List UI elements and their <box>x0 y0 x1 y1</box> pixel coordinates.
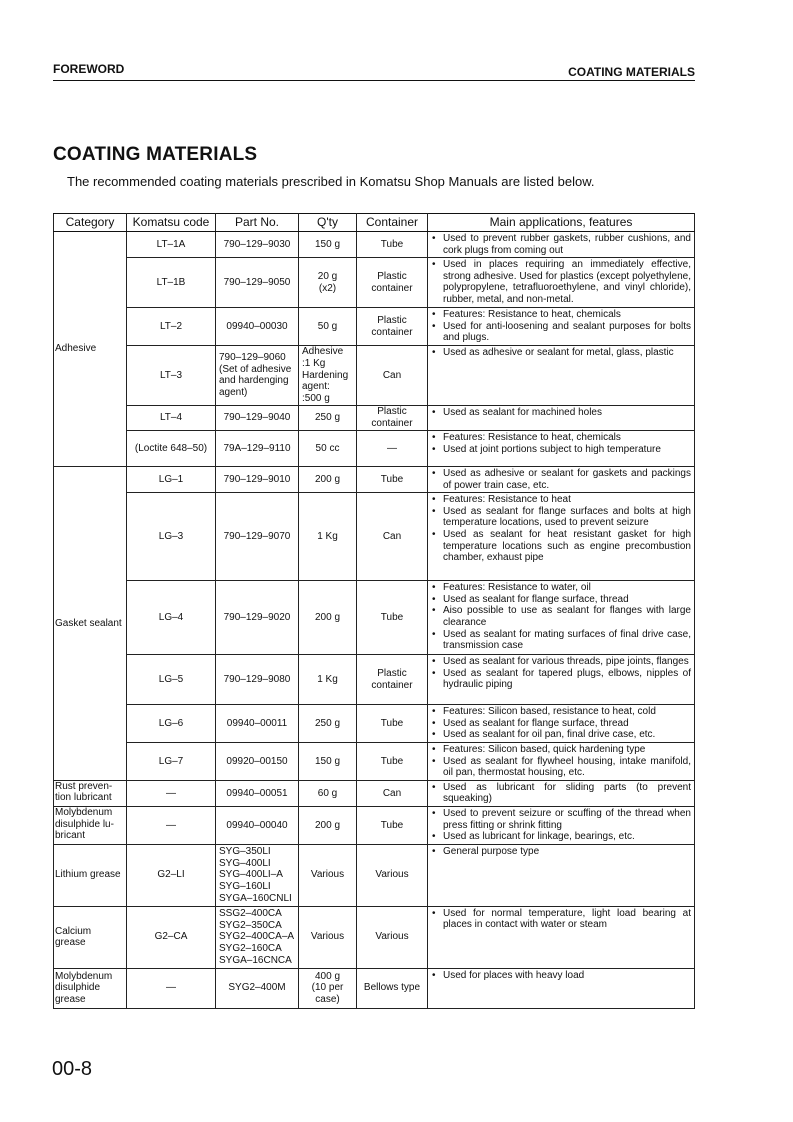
features-list <box>430 808 691 843</box>
part-no-cell: 79A–129–9110 <box>216 430 299 466</box>
container-cell: Tube <box>357 232 428 258</box>
qty-cell: 200 g <box>299 466 357 492</box>
komatsu-code-cell: LG–3 <box>127 493 216 581</box>
table-row <box>54 345 695 405</box>
feature-item: • General purpose type <box>430 846 691 858</box>
coating-materials-table <box>53 213 695 1009</box>
feature-item: • Used for normal temperature, light load bearing at places in contact with water or steam <box>430 908 691 931</box>
header-rule <box>53 80 695 81</box>
features-cell <box>428 232 695 258</box>
column-header-part-no: Part No. <box>216 214 299 232</box>
column-header-qty: Q'ty <box>299 214 357 232</box>
features-cell <box>428 742 695 780</box>
qty-cell: 250 g <box>299 705 357 743</box>
features-cell <box>428 844 695 906</box>
feature-item: • Used as sealant for flywheel housing, intake manifold, oil pan, thermostat housing, etc. <box>430 756 691 779</box>
feature-item: • Used as adhesive or sealant for metal, glass, plastic <box>430 347 691 359</box>
qty-cell: 200 g <box>299 581 357 655</box>
part-no-cell: 790–129–9010 <box>216 466 299 492</box>
container-cell: Tube <box>357 466 428 492</box>
feature-item: • Used for places with heavy load <box>430 970 691 982</box>
intro-text: The recommended coating materials prescribed in Komatsu Shop Manuals are listed below. <box>67 174 595 189</box>
feature-item: • Used as sealant for mating surfaces of final drive case, transmission case <box>430 629 691 652</box>
feature-item: • Features: Resistance to heat, chemicals <box>430 432 691 444</box>
features-cell <box>428 430 695 466</box>
komatsu-code-cell: G2–CA <box>127 906 216 968</box>
container-cell: Plastic container <box>357 655 428 705</box>
qty-cell: 1 Kg <box>299 655 357 705</box>
features-list <box>430 347 691 359</box>
features-list <box>430 706 691 741</box>
qty-cell: Various <box>299 906 357 968</box>
part-no-cell: 790–129–9040 <box>216 405 299 430</box>
table-row <box>54 780 695 806</box>
feature-item: • Used to prevent rubber gaskets, rubber cushions, and cork plugs from coming out <box>430 233 691 256</box>
feature-item: • Features: Resistance to heat <box>430 494 691 506</box>
feature-item: • Aiso possible to use as sealant for flanges with large clearance <box>430 605 691 628</box>
komatsu-code-cell: LG–6 <box>127 705 216 743</box>
komatsu-code-cell: LT–1A <box>127 232 216 258</box>
features-list <box>430 656 691 691</box>
part-no-cell: 09920–00150 <box>216 742 299 780</box>
features-list <box>430 846 691 858</box>
part-no-cell: 09940–00051 <box>216 780 299 806</box>
features-list <box>430 970 691 982</box>
part-no-cell: SSG2–400CA SYG2–350CA SYG2–400CA–A SYG2–160CA SYGA–16CNCA <box>216 906 299 968</box>
komatsu-code-cell: (Loctite 648–50) <box>127 430 216 466</box>
features-cell <box>428 308 695 346</box>
qty-cell: 250 g <box>299 405 357 430</box>
header-section-title: FOREWORD <box>53 62 125 76</box>
feature-item: • Used as sealant for flange surface, thread <box>430 594 691 606</box>
table-row <box>54 742 695 780</box>
qty-cell: 50 cc <box>299 430 357 466</box>
features-list <box>430 432 691 455</box>
feature-item: • Used as sealant for oil pan, final drive case, etc. <box>430 729 691 741</box>
header-chapter-title: COATING MATERIALS <box>568 65 695 79</box>
feature-item: • Features: Resistance to heat, chemicals <box>430 309 691 321</box>
container-cell: Can <box>357 345 428 405</box>
table-header-row <box>54 214 695 232</box>
part-no-cell: 09940–00040 <box>216 806 299 844</box>
qty-cell: Various <box>299 844 357 906</box>
features-cell <box>428 466 695 492</box>
container-cell: Bellows type <box>357 968 428 1008</box>
features-cell <box>428 493 695 581</box>
komatsu-code-cell: — <box>127 780 216 806</box>
features-list <box>430 908 691 931</box>
features-list <box>430 407 691 419</box>
table-row <box>54 906 695 968</box>
table-row <box>54 968 695 1008</box>
feature-item: • Used in places requiring an immediately effective, strong adhesive. Used for plastics (except polyethylene, polypropylene, tetrafluoroethylene, and vinyl chloride), rubber, metal, and non-metal. <box>430 259 691 305</box>
container-cell: Plastic container <box>357 308 428 346</box>
feature-item: • Used as adhesive or sealant for gaskets and packings of power train case, etc. <box>430 468 691 491</box>
komatsu-code-cell: LG–7 <box>127 742 216 780</box>
table-row <box>54 466 695 492</box>
table-row <box>54 232 695 258</box>
container-cell: Can <box>357 493 428 581</box>
part-no-cell: SYG–350LI SYG–400LI SYG–400LI–A SYG–160LI SYGA–160CNLI <box>216 844 299 906</box>
feature-item: • Used as sealant for machined holes <box>430 407 691 419</box>
features-list <box>430 259 691 305</box>
table-row <box>54 308 695 346</box>
features-cell <box>428 345 695 405</box>
qty-cell: 60 g <box>299 780 357 806</box>
table-row <box>54 405 695 430</box>
part-no-cell: 790–129–9080 <box>216 655 299 705</box>
container-cell: Plastic container <box>357 258 428 308</box>
container-cell: Various <box>357 906 428 968</box>
features-cell <box>428 405 695 430</box>
container-cell: Various <box>357 844 428 906</box>
komatsu-code-cell: LT–3 <box>127 345 216 405</box>
feature-item: • Used as sealant for tapered plugs, elbows, nipples of hydraulic piping <box>430 668 691 691</box>
category-cell: Lithium grease <box>54 844 127 906</box>
category-cell: Molybdenum disulphide grease <box>54 968 127 1008</box>
category-cell: Adhesive <box>54 232 127 467</box>
komatsu-code-cell: LT–4 <box>127 405 216 430</box>
container-cell: Tube <box>357 581 428 655</box>
qty-cell: 20 g (x2) <box>299 258 357 308</box>
feature-item: • Used for anti-loosening and sealant purposes for bolts and plugs. <box>430 321 691 344</box>
table-row <box>54 655 695 705</box>
column-header-category: Category <box>54 214 127 232</box>
komatsu-code-cell: — <box>127 806 216 844</box>
page-title: COATING MATERIALS <box>53 144 258 165</box>
feature-item: • Used as sealant for flange surfaces and bolts at high temperature locations, used to prevent seizure <box>430 506 691 529</box>
features-list <box>430 233 691 256</box>
container-cell: Tube <box>357 806 428 844</box>
komatsu-code-cell: LG–5 <box>127 655 216 705</box>
container-cell: Can <box>357 780 428 806</box>
qty-cell: 150 g <box>299 742 357 780</box>
features-cell <box>428 705 695 743</box>
qty-cell: 400 g (10 per case) <box>299 968 357 1008</box>
container-cell: Plastic container <box>357 405 428 430</box>
qty-cell: 150 g <box>299 232 357 258</box>
feature-item: • Used to prevent seizure or scuffing of the thread when press fitting or shrink fitting <box>430 808 691 831</box>
komatsu-code-cell: G2–LI <box>127 844 216 906</box>
features-list <box>430 468 691 491</box>
container-cell: Tube <box>357 742 428 780</box>
feature-item: • Used as lubricant for linkage, bearings, etc. <box>430 831 691 843</box>
part-no-cell: 790–129–9070 <box>216 493 299 581</box>
container-cell: — <box>357 430 428 466</box>
table-row <box>54 493 695 581</box>
feature-item: • Used as sealant for various threads, pipe joints, flanges <box>430 656 691 668</box>
table-row <box>54 705 695 743</box>
feature-item: • Features: Resistance to water, oil <box>430 582 691 594</box>
komatsu-code-cell: LT–2 <box>127 308 216 346</box>
feature-item: • Used as sealant for heat resistant gasket for high temperature locations such as engine precombustion chamber, exhaust pipe <box>430 529 691 564</box>
part-no-cell: 09940–00030 <box>216 308 299 346</box>
komatsu-code-cell: — <box>127 968 216 1008</box>
part-no-cell: 790–129–9020 <box>216 581 299 655</box>
features-cell <box>428 581 695 655</box>
feature-item: • Used as sealant for flange surface, thread <box>430 718 691 730</box>
column-header-komatsu-code: Komatsu code <box>127 214 216 232</box>
category-cell: Gasket sealant <box>54 466 127 780</box>
page-number: 00-8 <box>52 1058 93 1080</box>
part-no-cell: 790–129–9060 (Set of adhesive and hardenging agent) <box>216 345 299 405</box>
table-row <box>54 806 695 844</box>
part-no-cell: 09940–00011 <box>216 705 299 743</box>
features-cell <box>428 780 695 806</box>
column-header-container: Container <box>357 214 428 232</box>
features-list <box>430 782 691 805</box>
feature-item: • Features: Silicon based, resistance to heat, cold <box>430 706 691 718</box>
features-list <box>430 582 691 652</box>
feature-item: • Used at joint portions subject to high temperature <box>430 444 691 456</box>
feature-item: • Used as lubricant for sliding parts (to prevent squeaking) <box>430 782 691 805</box>
features-list <box>430 494 691 564</box>
category-cell: Rust preven- tion lubricant <box>54 780 127 806</box>
qty-cell: 1 Kg <box>299 493 357 581</box>
features-list <box>430 744 691 779</box>
column-header-main-applications: Main applications, features <box>428 214 695 232</box>
category-cell: Calcium grease <box>54 906 127 968</box>
komatsu-code-cell: LG–4 <box>127 581 216 655</box>
qty-cell: Adhesive :1 Kg Hardening agent: :500 g <box>299 345 357 405</box>
table-row <box>54 844 695 906</box>
komatsu-code-cell: LG–1 <box>127 466 216 492</box>
table-row <box>54 258 695 308</box>
qty-cell: 200 g <box>299 806 357 844</box>
features-list <box>430 309 691 344</box>
qty-cell: 50 g <box>299 308 357 346</box>
features-cell <box>428 968 695 1008</box>
category-cell: Molybdenum disulphide lu- bricant <box>54 806 127 844</box>
part-no-cell: 790–129–9030 <box>216 232 299 258</box>
features-cell <box>428 258 695 308</box>
part-no-cell: SYG2–400M <box>216 968 299 1008</box>
table-row <box>54 430 695 466</box>
feature-item: • Features: Silicon based, quick hardening type <box>430 744 691 756</box>
table-row <box>54 581 695 655</box>
features-cell <box>428 806 695 844</box>
container-cell: Tube <box>357 705 428 743</box>
part-no-cell: 790–129–9050 <box>216 258 299 308</box>
features-cell <box>428 655 695 705</box>
komatsu-code-cell: LT–1B <box>127 258 216 308</box>
features-cell <box>428 906 695 968</box>
